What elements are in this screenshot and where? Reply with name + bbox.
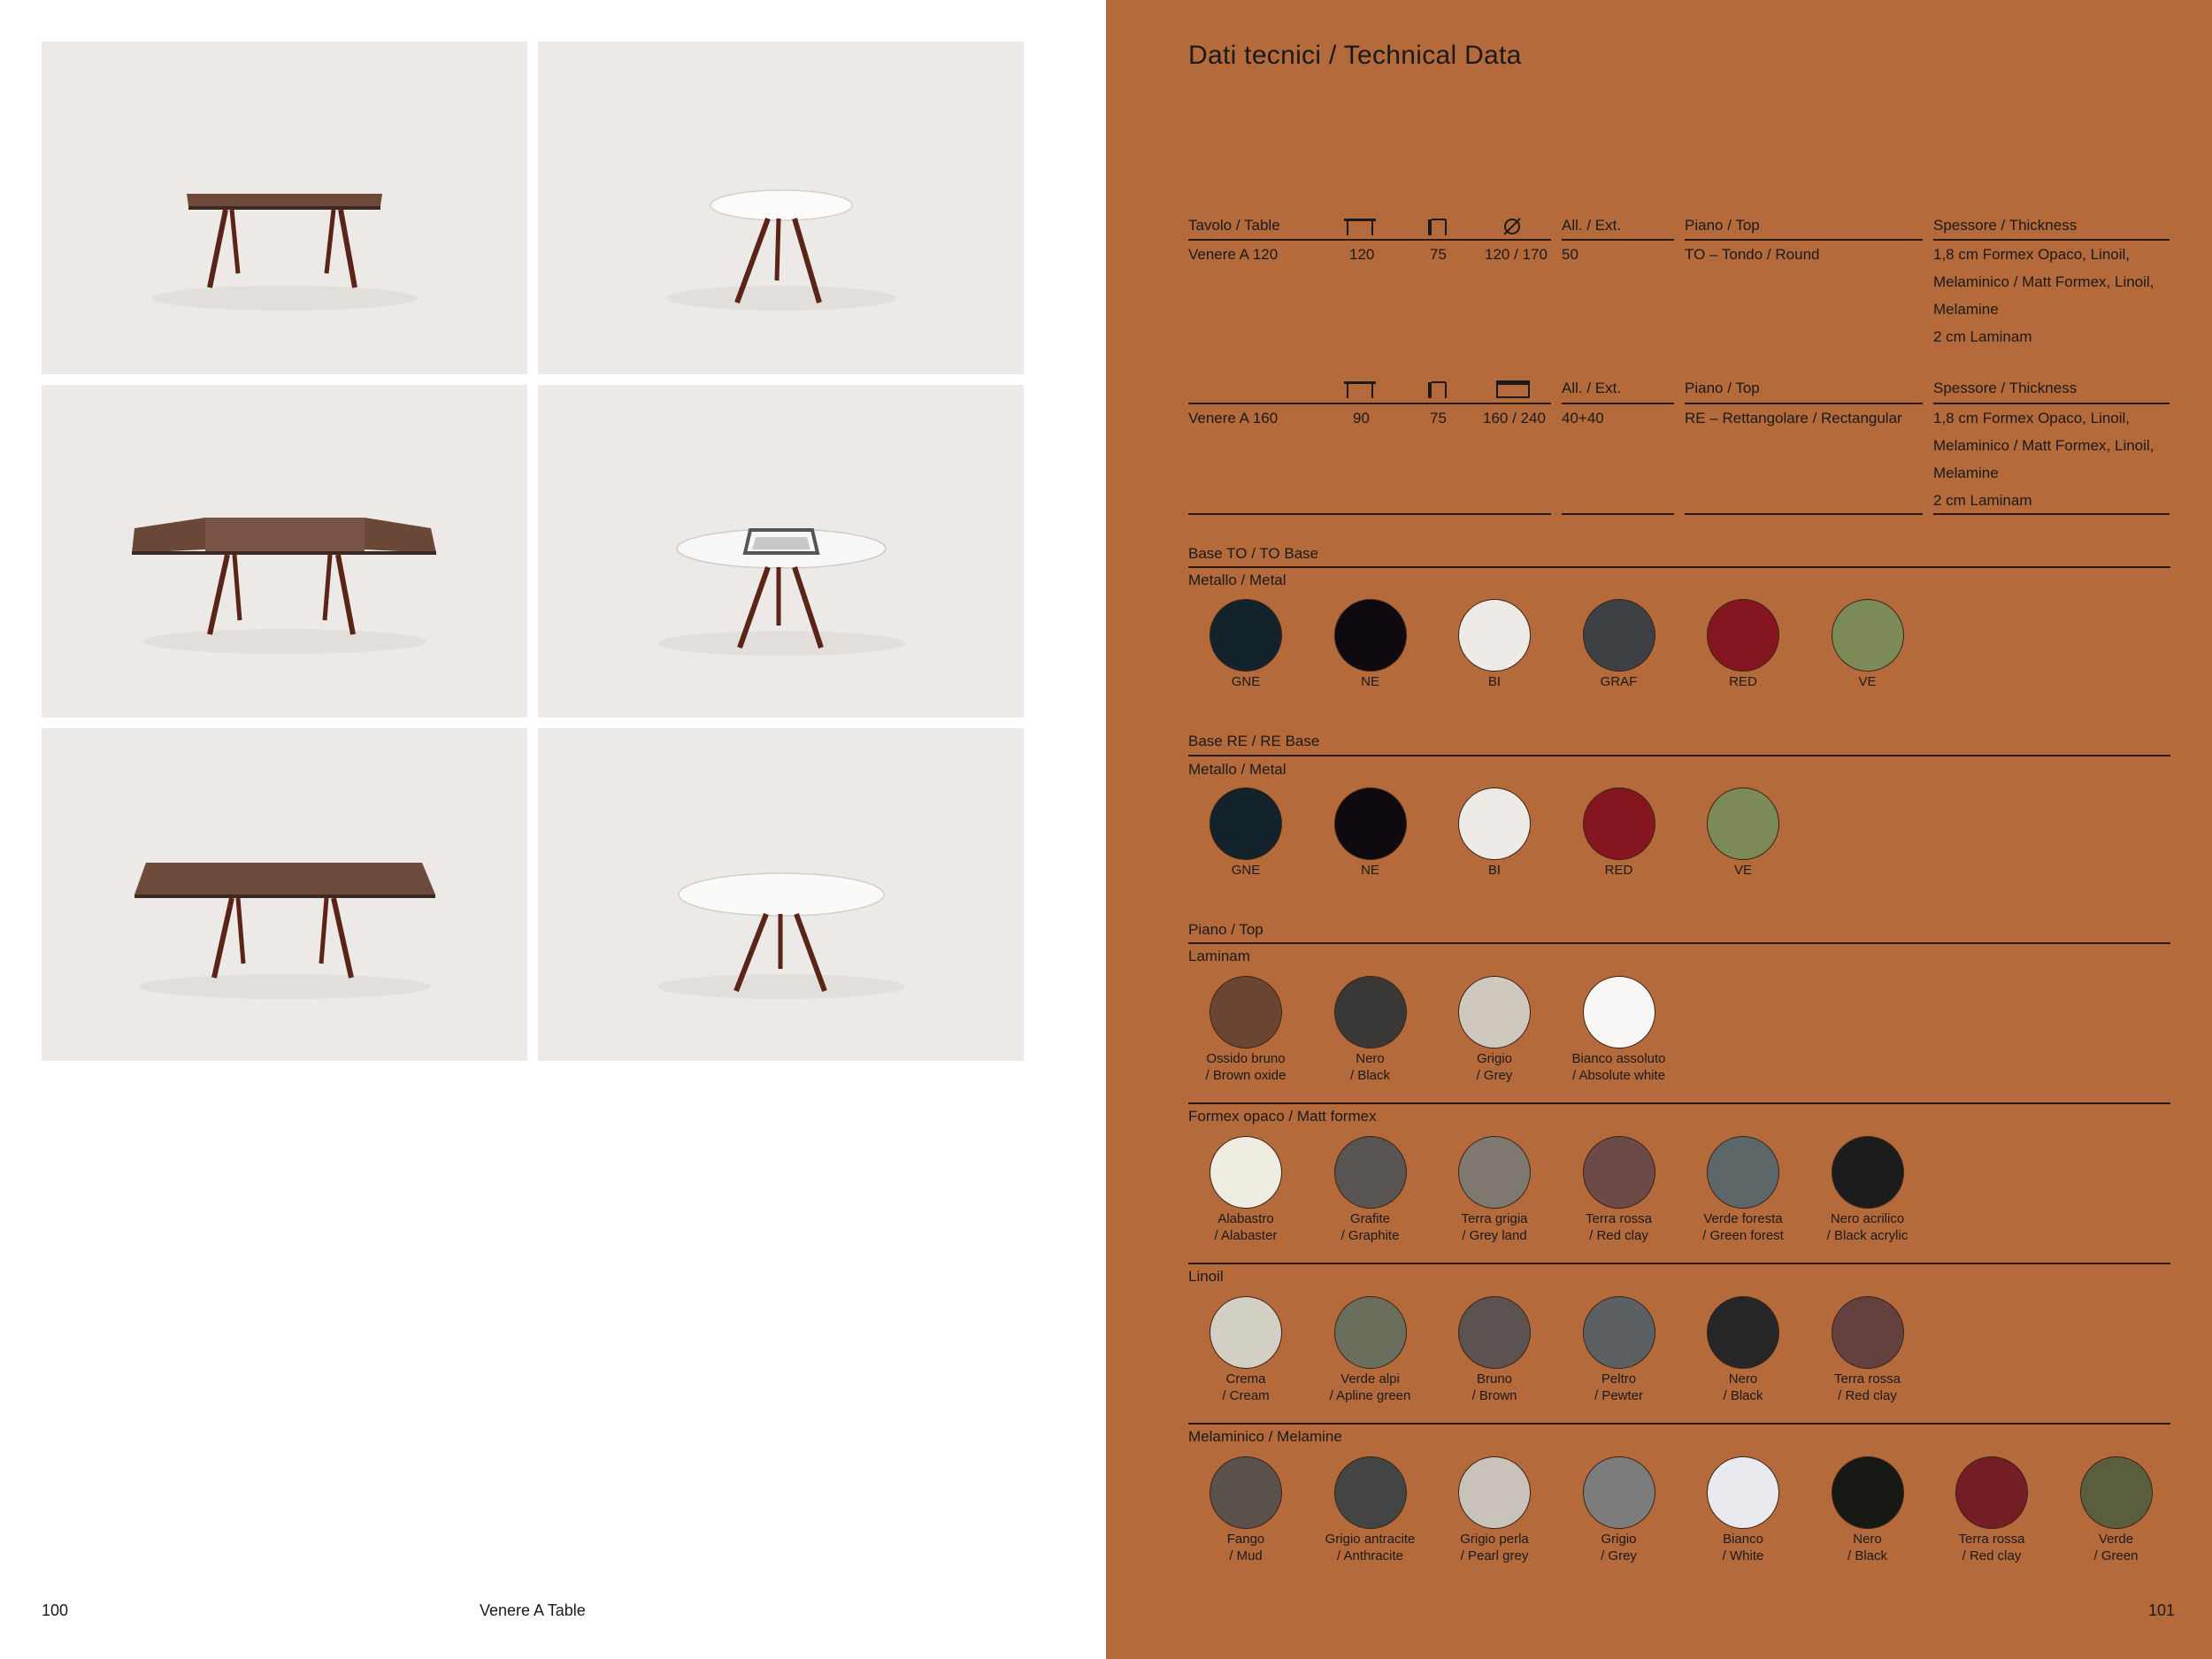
- color-swatch: [1583, 976, 1655, 1048]
- row2-depth: 75: [1430, 410, 1447, 426]
- color-swatch: [1832, 1456, 1904, 1529]
- color-swatch: [1707, 1456, 1779, 1529]
- color-swatch: [1210, 787, 1282, 860]
- subtitle-metal-re: Metallo / Metal: [1188, 761, 1286, 778]
- color-swatch: [1210, 1456, 1282, 1529]
- product-photo-rect-closed: [42, 42, 527, 374]
- height-dimension-icon: [1343, 380, 1377, 399]
- color-swatch: [1458, 976, 1531, 1048]
- color-swatch: [1707, 599, 1779, 672]
- color-swatch: [1210, 1296, 1282, 1369]
- row1-ext: 50: [1562, 246, 1578, 263]
- divider: [1188, 755, 2170, 757]
- color-swatch: [1210, 1136, 1282, 1209]
- depth-dimension-icon: [1426, 217, 1449, 236]
- color-swatch: [1832, 1136, 1904, 1209]
- subtitle-formex: Formex opaco / Matt formex: [1188, 1108, 1377, 1125]
- color-swatch: [1707, 1136, 1779, 1209]
- page-number-left: 100: [42, 1601, 69, 1619]
- swatch-label: Bianco / White: [1722, 1532, 1764, 1563]
- swatch-label: Grigio perla / Pearl grey: [1460, 1532, 1529, 1563]
- swatch-label: Terra rossa / Red clay: [1958, 1532, 2025, 1563]
- swatch-label: Terra grigia / Grey land: [1461, 1211, 1528, 1243]
- color-swatch: [1210, 976, 1282, 1048]
- row1-depth: 75: [1430, 246, 1447, 263]
- color-swatch: [1583, 1456, 1655, 1529]
- color-swatch: [1334, 787, 1407, 860]
- divider: [1685, 513, 1923, 515]
- swatch-label: VE: [1858, 674, 1877, 689]
- row2-top: RE – Rettangolare / Rectangular: [1685, 410, 1902, 426]
- row1-height: 120: [1349, 246, 1375, 263]
- subtitle-metal-to: Metallo / Metal: [1188, 572, 1286, 588]
- subtitle-melamine: Melaminico / Melamine: [1188, 1428, 1342, 1445]
- color-swatch: [1334, 599, 1407, 672]
- product-photo-round-open: [538, 385, 1024, 718]
- color-swatch: [1334, 976, 1407, 1048]
- product-photo-round-wide: [538, 728, 1024, 1061]
- swatch-label: Ossido bruno / Brown oxide: [1205, 1051, 1286, 1083]
- divider: [1933, 513, 2170, 515]
- color-swatch: [1458, 787, 1531, 860]
- swatch-label: Bianco assoluto / Absolute white: [1571, 1051, 1666, 1083]
- footer-title: Venere A Table: [480, 1601, 586, 1619]
- row1-name: Venere A 120: [1188, 246, 1279, 263]
- row1-thickness: 1,8 cm Formex Opaco, Linoil, Melaminico / Matt Formex, Linoil, Melamine 2 cm Laminam: [1933, 246, 2154, 345]
- color-swatch: [1458, 1456, 1531, 1529]
- swatch-label: Terra rossa / Red clay: [1585, 1211, 1653, 1243]
- color-swatch: [1210, 599, 1282, 672]
- color-swatch: [1583, 787, 1655, 860]
- swatch-label: Alabastro / Alabaster: [1214, 1211, 1278, 1243]
- color-swatch: [1458, 1296, 1531, 1369]
- row2-size: 160 / 240: [1483, 410, 1546, 426]
- swatch-label: Nero acrilico / Black acrylic: [1826, 1211, 1909, 1243]
- color-swatch: [1583, 1296, 1655, 1369]
- color-swatch: [1458, 1136, 1531, 1209]
- color-swatch: [1334, 1456, 1407, 1529]
- swatch-label: RED: [1729, 674, 1757, 689]
- product-photo-rect-extended: [42, 385, 527, 718]
- color-swatch: [1334, 1136, 1407, 1209]
- swatch-label: Verde alpi / Apline green: [1329, 1371, 1411, 1403]
- product-photo-round-closed: [538, 42, 1024, 374]
- diameter-icon: [1502, 216, 1523, 237]
- divider: [1188, 566, 2170, 568]
- product-photo-rect-wide: [42, 728, 527, 1061]
- color-swatch: [1707, 1296, 1779, 1369]
- color-swatch: [1832, 1296, 1904, 1369]
- swatch-label: Verde foresta / Green forest: [1702, 1211, 1784, 1243]
- length-dimension-icon: [1495, 380, 1531, 399]
- swatch-label: Grigio / Grey: [1476, 1051, 1513, 1083]
- swatch-label: VE: [1733, 863, 1752, 878]
- height-dimension-icon: [1343, 217, 1377, 236]
- swatch-label: Nero / Black: [1723, 1371, 1763, 1403]
- swatch-label: Peltro / Pewter: [1594, 1371, 1644, 1403]
- subtitle-laminam: Laminam: [1188, 948, 1250, 964]
- page-number-right: 101: [2148, 1601, 2176, 1619]
- row2-name: Venere A 160: [1188, 410, 1279, 426]
- divider: [1188, 1102, 2170, 1104]
- section-title-base-re: Base RE / RE Base: [1188, 733, 1320, 749]
- color-swatch: [1955, 1456, 2028, 1529]
- swatch-label: Verde / Green: [2093, 1532, 2139, 1563]
- swatch-label: Grafite / Graphite: [1340, 1211, 1400, 1243]
- header-ext-2: All. / Ext.: [1562, 380, 1622, 396]
- swatch-label: GNE: [1231, 863, 1261, 878]
- swatch-label: BI: [1487, 674, 1502, 689]
- color-swatch: [1583, 599, 1655, 672]
- header-ext: All. / Ext.: [1562, 217, 1622, 234]
- color-swatch: [1458, 599, 1531, 672]
- row2-ext: 40+40: [1562, 410, 1604, 426]
- color-swatch: [2080, 1456, 2153, 1529]
- swatch-label: Nero / Black: [1349, 1051, 1390, 1083]
- header-thickness-2: Spessore / Thickness: [1933, 380, 2078, 396]
- swatch-label: GNE: [1231, 674, 1261, 689]
- swatch-label: Nero / Black: [1847, 1532, 1887, 1563]
- page-title: Dati tecnici / Technical Data: [1188, 41, 1522, 70]
- depth-dimension-icon: [1426, 380, 1449, 399]
- row1-size: 120 / 170: [1485, 246, 1548, 263]
- color-swatch: [1707, 787, 1779, 860]
- section-title-top: Piano / Top: [1188, 921, 1263, 938]
- swatch-label: Terra rossa / Red clay: [1833, 1371, 1901, 1403]
- header-top: Piano / Top: [1685, 217, 1760, 234]
- divider: [1188, 513, 1551, 515]
- swatch-label: Grigio / Grey: [1601, 1532, 1637, 1563]
- row2-thickness: 1,8 cm Formex Opaco, Linoil, Melaminico / Matt Formex, Linoil, Melamine 2 cm Laminam: [1933, 410, 2154, 509]
- swatch-label: NE: [1361, 863, 1379, 878]
- right-page: [1106, 0, 2212, 1659]
- swatch-label: Grigio antracite / Anthracite: [1325, 1532, 1416, 1563]
- swatch-label: NE: [1361, 674, 1379, 689]
- swatch-label: Fango / Mud: [1226, 1532, 1265, 1563]
- section-title-base-to: Base TO / TO Base: [1188, 545, 1319, 562]
- swatch-label: GRAF: [1600, 674, 1638, 689]
- color-swatch: [1832, 599, 1904, 672]
- color-swatch: [1334, 1296, 1407, 1369]
- divider: [1188, 1263, 2170, 1264]
- subtitle-linoil: Linoil: [1188, 1268, 1224, 1285]
- row1-top: TO – Tondo / Round: [1685, 246, 1820, 263]
- swatch-label: BI: [1487, 863, 1502, 878]
- header-table: Tavolo / Table: [1188, 217, 1280, 234]
- divider: [1562, 239, 1674, 241]
- swatch-label: RED: [1604, 863, 1633, 878]
- divider: [1562, 513, 1674, 515]
- divider: [1188, 942, 2170, 944]
- divider: [1188, 1423, 2170, 1425]
- color-swatch: [1583, 1136, 1655, 1209]
- row2-height: 90: [1353, 410, 1370, 426]
- header-thickness: Spessore / Thickness: [1933, 217, 2078, 234]
- swatch-label: Crema / Cream: [1222, 1371, 1270, 1403]
- header-top-2: Piano / Top: [1685, 380, 1760, 396]
- swatch-label: Bruno / Brown: [1471, 1371, 1517, 1403]
